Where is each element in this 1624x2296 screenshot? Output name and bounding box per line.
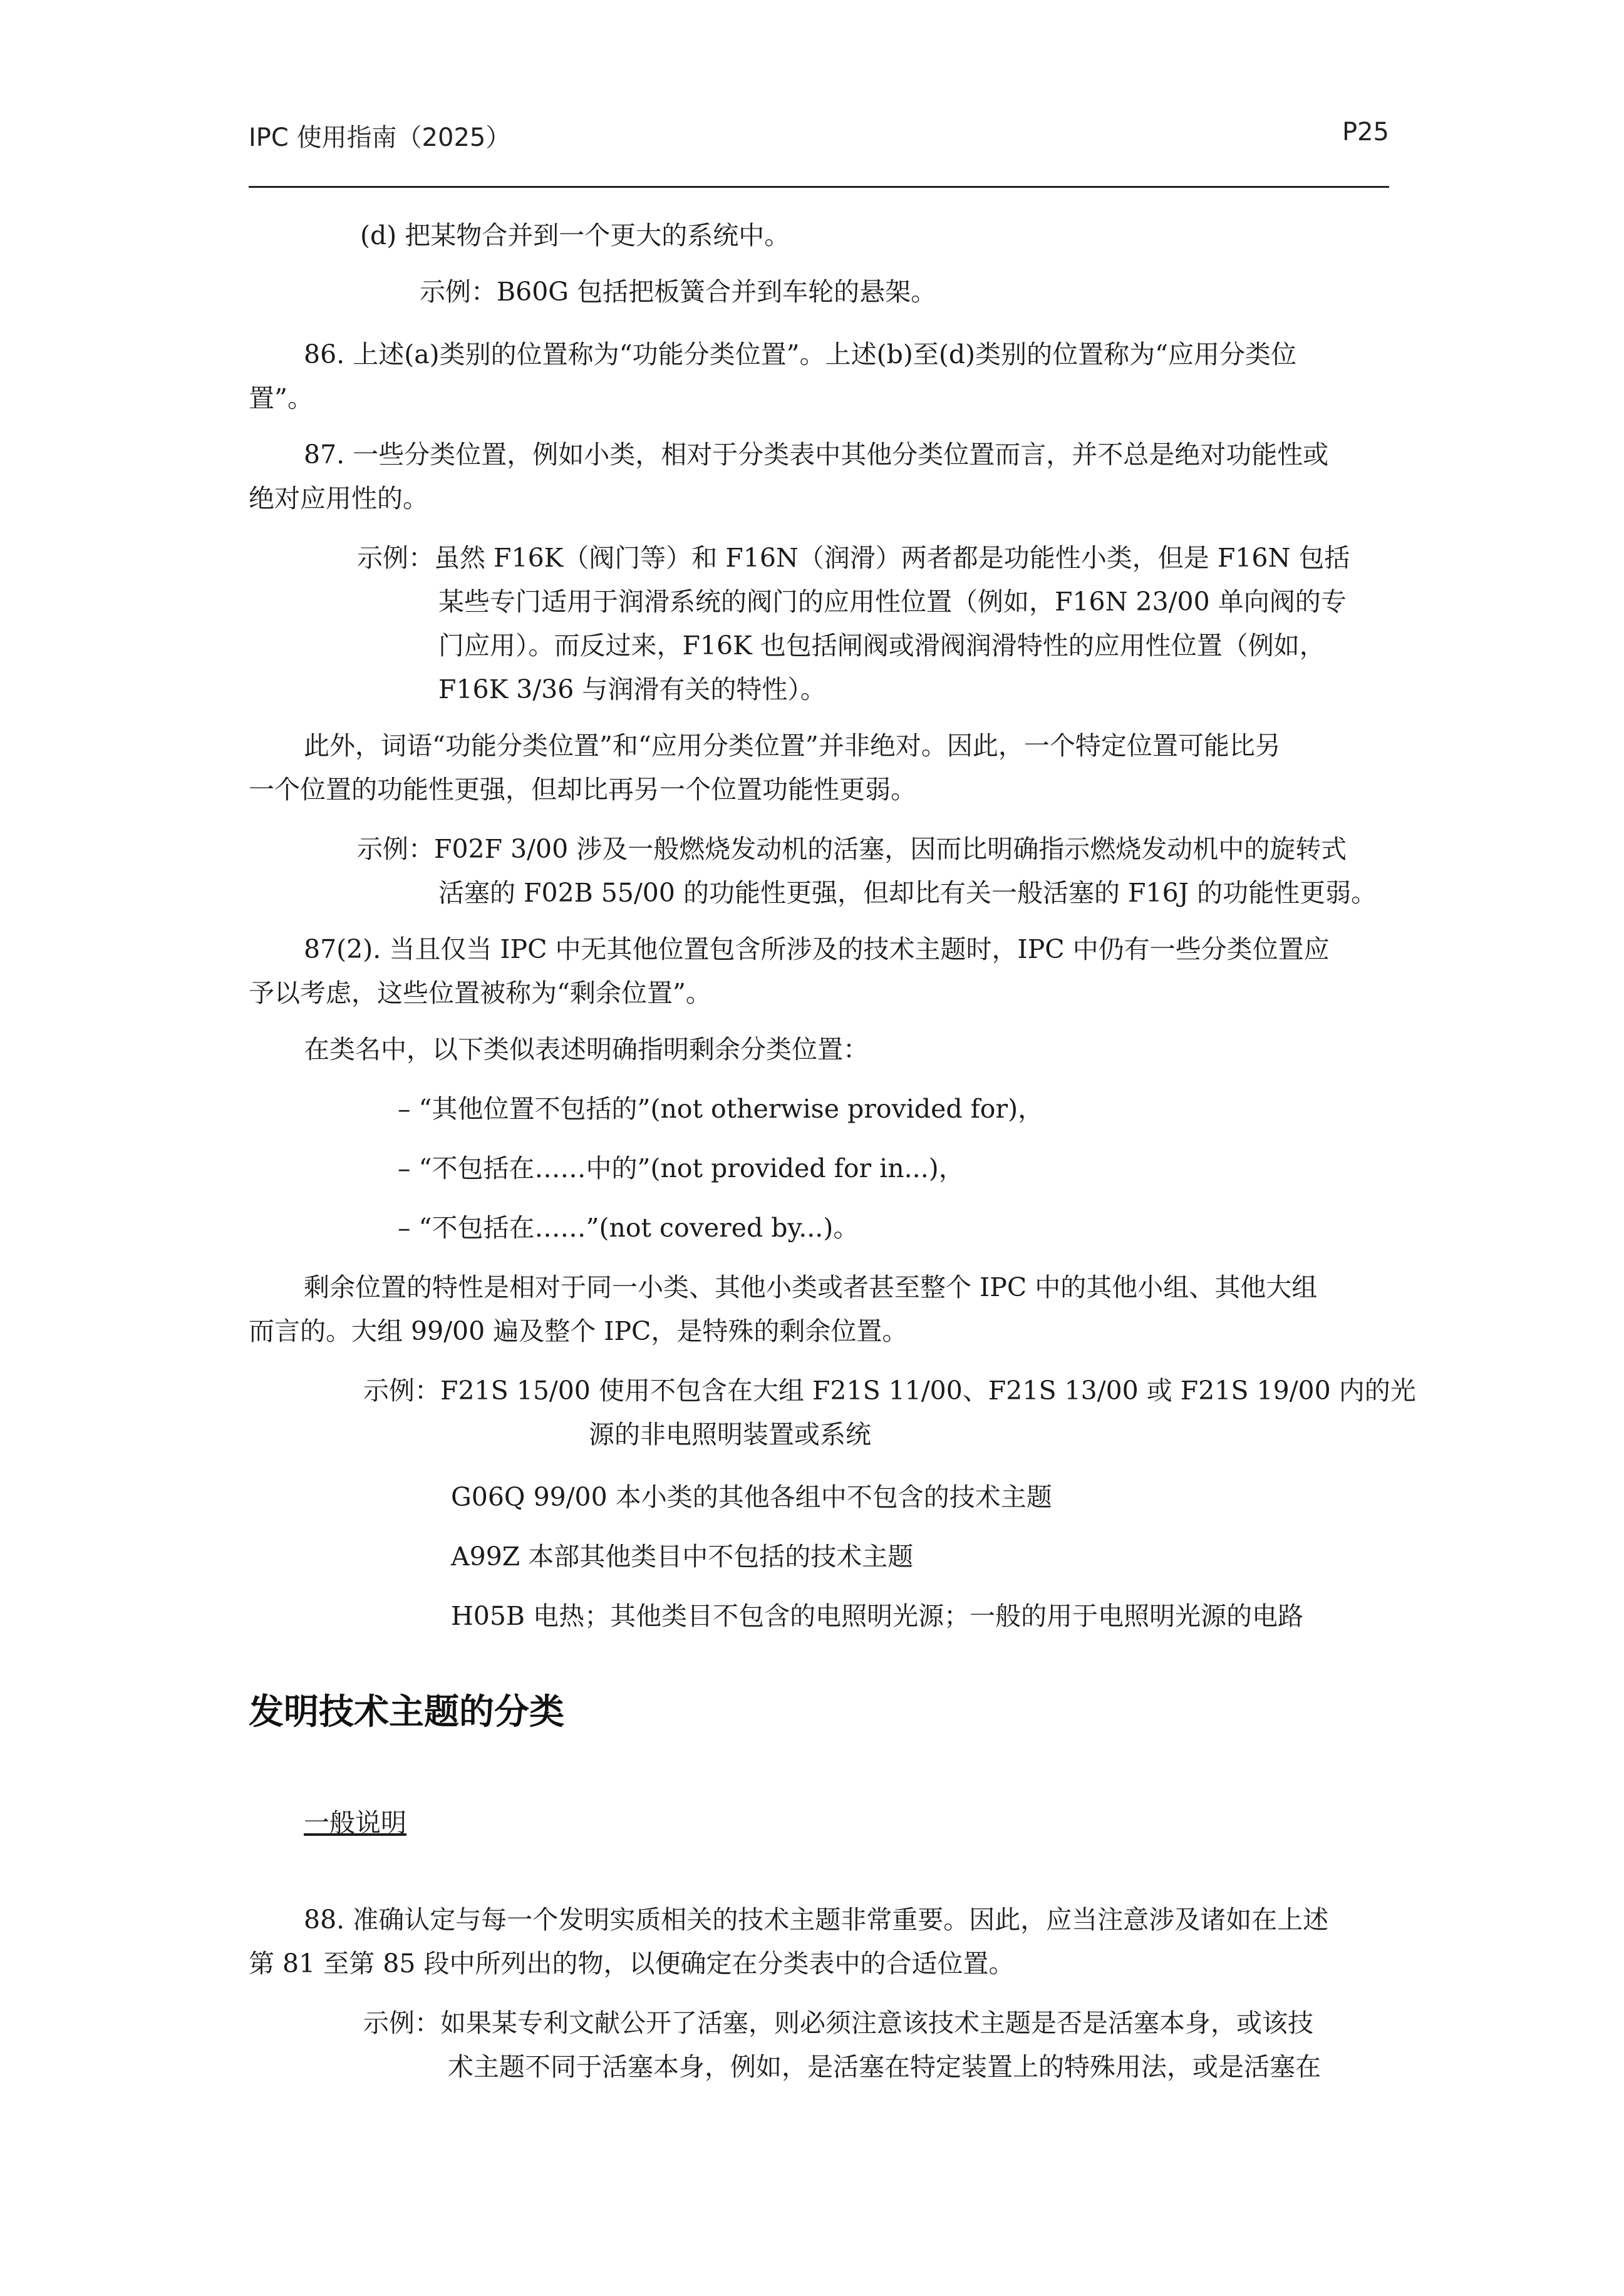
para-88-line2: 第 81 至第 85 段中所列出的物，以便确定在分类表中的合适位置。 <box>249 1949 1015 1979</box>
para-class-names: 在类名中，以下类似表述明确指明剩余分类位置： <box>304 1034 869 1064</box>
example-h05b: H05B 电热；其他类目不包含的电照明光源；一般的用于电照明光源的电路 <box>451 1601 1304 1631</box>
section-title: 发明技术主题的分类 <box>249 1692 564 1732</box>
para-add-line2: 一个位置的功能性更强，但却比再另一个位置功能性更弱。 <box>249 775 916 805</box>
example-residual-line2: 源的非电照明装置或系统 <box>589 1419 871 1449</box>
example-residual-line1: 示例：F21S 15/00 使用不包含在大组 F21S 11/00、F21S 13/00 或 F21S 19/00 内的光 <box>363 1376 1416 1406</box>
para-88-line1: 88. 准确认定与每一个发明实质相关的技术主题非常重要。因此，应当注意涉及诸如在上述 <box>304 1905 1329 1935</box>
example-88-line2: 术主题不同于活塞本身，例如，是活塞在特定装置上的特殊用法，或是活塞在 <box>448 2052 1321 2082</box>
para-residual-line1: 剩余位置的特性是相对于同一小类、其他小类或者甚至整个 IPC 中的其他小组、其他大组 <box>304 1272 1318 1302</box>
header-rule <box>249 186 1389 188</box>
example-87-line1: 示例：虽然 F16K（阀门等）和 F16N（润滑）两者都是功能性小类，但是 F16N 包括 <box>357 543 1350 573</box>
para-87-2-line2: 予以考虑，这些位置被称为“剩余位置”。 <box>249 978 711 1008</box>
list-item-d: (d) 把某物合并到一个更大的系统中。 <box>360 220 790 250</box>
para-87-2-line1: 87(2). 当且仅当 IPC 中无其他位置包含所涉及的技术主题时，IPC 中仍有一些分类位置应 <box>304 934 1330 964</box>
example-add-line1: 示例：F02F 3/00 涉及一般燃烧发动机的活塞，因而比明确指示燃烧发动机中的旋转式 <box>357 834 1347 864</box>
subsection-title: 一般说明 <box>304 1808 406 1838</box>
example-87-line2: 某些专门适用于润滑系统的阀门的应用性位置（例如，F16N 23/00 单向阀的专 <box>438 587 1347 617</box>
para-86-line1: 86. 上述(a)类别的位置称为“功能分类位置”。上述(b)至(d)类别的位置称为“应用分类位 <box>304 339 1297 369</box>
para-87-line1: 87. 一些分类位置，例如小类，相对于分类表中其他分类位置而言，并不总是绝对功能性或 <box>304 440 1329 470</box>
header-title: IPC 使用指南（2025） <box>249 123 511 152</box>
example-88-line1: 示例：如果某专利文献公开了活塞，则必须注意该技术主题是否是活塞本身，或该技 <box>363 2008 1313 2038</box>
para-86-line2: 置”。 <box>249 383 313 413</box>
example-87-line3: 门应用）。而反过来，F16K 也包括闸阀或滑阀润滑特性的应用性位置（例如， <box>438 631 1325 661</box>
para-residual-line2: 而言的。大组 99/00 遍及整个 IPC，是特殊的剩余位置。 <box>249 1316 908 1346</box>
example-b60g: 示例：B60G 包括把板簧合并到车轮的悬架。 <box>420 277 937 307</box>
example-87-line4: F16K 3/36 与润滑有关的特性）。 <box>438 674 826 704</box>
example-add-line2: 活塞的 F02B 55/00 的功能性更强，但却比有关一般活塞的 F16J 的功能性更弱。 <box>438 878 1377 908</box>
bullet-item: – “其他位置不包括的”(not otherwise provided for)， <box>398 1094 1044 1124</box>
bullet-item: – “不包括在……”(not covered by...)。 <box>398 1213 859 1243</box>
para-87-line2: 绝对应用性的。 <box>249 483 428 513</box>
para-add-line1: 此外，词语“功能分类位置”和“应用分类位置”并非绝对。因此，一个特定位置可能比另 <box>304 731 1281 761</box>
example-g06q: G06Q 99/00 本小类的其他各组中不包含的技术主题 <box>451 1482 1052 1512</box>
example-a99z: A99Z 本部其他类目中不包括的技术主题 <box>451 1542 914 1572</box>
page-number: P25 <box>1342 118 1389 147</box>
bullet-item: – “不包括在……中的”(not provided for in...)， <box>398 1153 965 1183</box>
